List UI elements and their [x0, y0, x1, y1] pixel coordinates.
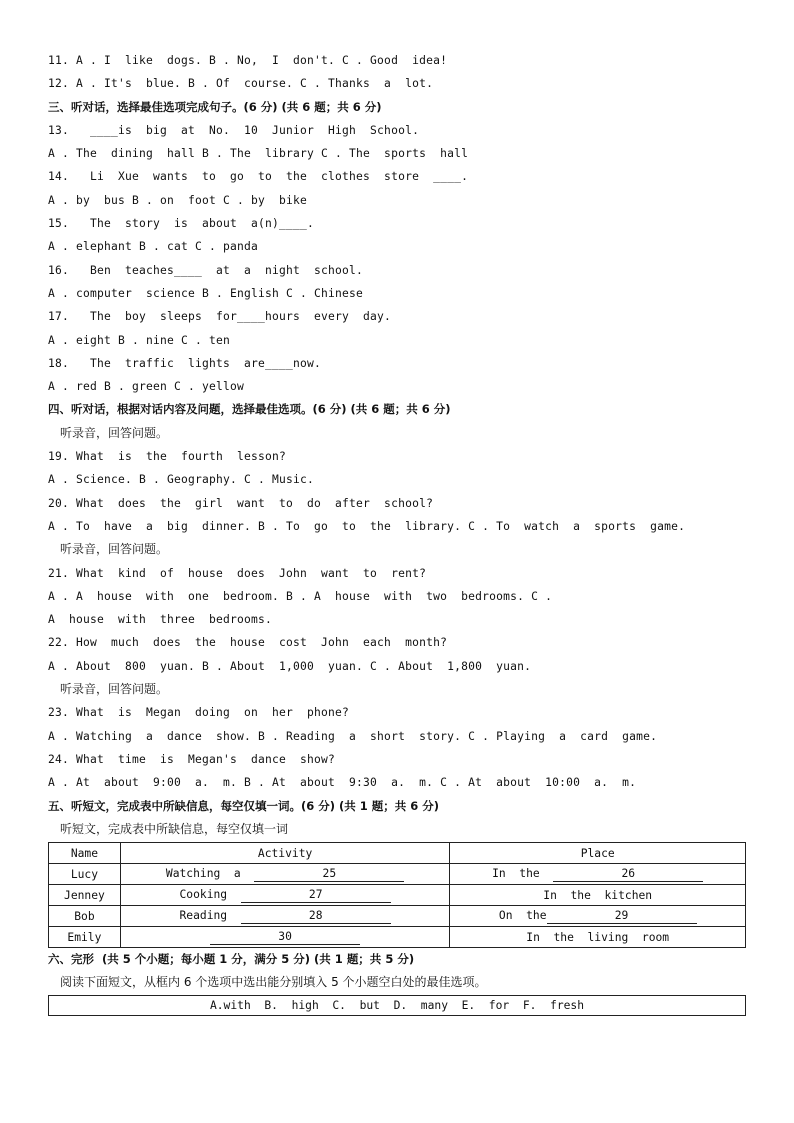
q18-options: A . red B . green C . yellow [48, 380, 245, 394]
q13-stem: 13. ____is big at No. 10 Junior High School. [48, 123, 420, 137]
q23-options: A . Watching a dance show. B . Reading a short story. C . Playing a card game. [48, 729, 658, 743]
cell-place [450, 864, 746, 885]
header-place: Place [450, 843, 746, 864]
table-header-row [49, 843, 746, 864]
section6-heading: 六、完形 (共 5 个小题；每小题 1 分，满分 5 分) (共 1 题；共 5 分) [48, 952, 415, 967]
q21-options: A . A house with one bedroom. B . A house with two bedrooms. C . [48, 589, 553, 603]
table-row [49, 864, 746, 885]
blank-30[interactable]: 30 [210, 930, 360, 945]
cell-activity [120, 906, 450, 927]
blank-26[interactable]: 26 [553, 867, 703, 882]
cell-activity [120, 864, 450, 885]
q12-options: 12. A . It's blue. B . Of course. C . Thanks a lot. [48, 77, 434, 91]
q16-stem: 16. Ben teaches____ at a night school. [48, 263, 364, 277]
table-row [49, 906, 746, 927]
section4-heading: 四、听对话，根据对话内容及问题，选择最佳选项。(6 分) (共 6 题；共 6 分) [48, 402, 451, 417]
cell-name: Jenney [49, 885, 121, 906]
q16-options: A . computer science B . English C . Chinese [48, 286, 364, 300]
blank-29[interactable]: 29 [547, 909, 697, 924]
place-text: In the [492, 866, 554, 880]
cell-name: Emily [49, 927, 121, 948]
q22-options: A . About 800 yuan. B . About 1,000 yuan. C . About 1,800 yuan. [48, 659, 532, 673]
info-table [48, 842, 746, 948]
activity-text: Reading [179, 908, 241, 922]
q13-options: A . The dining hall B . The library C . The sports hall [48, 147, 469, 161]
q11-options: 11. A . I like dogs. B . No, I don't. C . Good idea! [48, 54, 448, 67]
listen-instruction: 听录音，回答问题。 [60, 682, 169, 697]
q19-options: A . Science. B . Geography. C . Music. [48, 473, 315, 487]
q23-stem: 23. What is Megan doing on her phone? [48, 706, 350, 720]
q21-options-cont: A house with three bedrooms. [48, 613, 273, 627]
activity-text: Cooking [179, 887, 241, 901]
q15-options: A . elephant B . cat C . panda [48, 240, 259, 254]
section5-heading: 五、听短文，完成表中所缺信息，每空仅填一词。(6 分) (共 1 题；共 6 分) [48, 798, 440, 813]
options-box: A.with B. high C. but D. many E. for F. fresh [48, 995, 746, 1016]
q14-options: A . by bus B . on foot C . by bike [48, 193, 308, 207]
q20-stem: 20. What does the girl want to do after school? [48, 496, 434, 510]
cell-name: Bob [49, 906, 121, 927]
section3-heading: 三、听对话，选择最佳选项完成句子。(6 分) (共 6 题；共 6 分) [48, 99, 382, 114]
q14-stem: 14. Li Xue wants to go to the clothes store ____. [48, 170, 469, 184]
cell-place [450, 906, 746, 927]
q22-stem: 22. How much does the house cost John each month? [48, 636, 448, 650]
q24-stem: 24. What time is Megan's dance show? [48, 752, 336, 766]
cell-name: Lucy [49, 864, 121, 885]
listen-instruction: 听录音，回答问题。 [60, 542, 169, 557]
table-row [49, 885, 746, 906]
blank-25[interactable]: 25 [254, 867, 404, 882]
q19-stem: 19. What is the fourth lesson? [48, 450, 287, 464]
place-text: On the [498, 908, 547, 922]
section6-instruction: 阅读下面短文，从框内 6 个选项中选出能分别填入 5 个小题空白处的最佳选项。 [60, 975, 487, 990]
header-activity: Activity [120, 843, 450, 864]
exam-page [48, 49, 748, 1016]
q17-stem: 17. The boy sleeps for____hours every day. [48, 310, 392, 324]
cell-activity [120, 885, 450, 906]
cell-place: In the living room [450, 927, 746, 948]
q20-options: A . To have a big dinner. B . To go to the library. C . To watch a sports game. [48, 519, 686, 533]
blank-28[interactable]: 28 [241, 909, 391, 924]
section5-instruction: 听短文，完成表中所缺信息，每空仅填一词 [60, 821, 289, 836]
q18-stem: 18. The traffic lights are____now. [48, 356, 322, 370]
blank-27[interactable]: 27 [241, 888, 391, 903]
q21-stem: 21. What kind of house does John want to rent? [48, 566, 427, 580]
cell-activity [120, 927, 450, 948]
q17-options: A . eight B . nine C . ten [48, 333, 231, 347]
q24-options: A . At about 9:00 a. m. B . At about 9:30 a. m. C . At about 10:00 a. m. [48, 776, 637, 790]
table-row [49, 927, 746, 948]
header-name: Name [49, 843, 121, 864]
listen-instruction: 听录音，回答问题。 [60, 425, 169, 440]
cell-place: In the kitchen [450, 885, 746, 906]
activity-text: Watching a [165, 866, 255, 880]
q15-stem: 15. The story is about a(n)____. [48, 217, 315, 231]
